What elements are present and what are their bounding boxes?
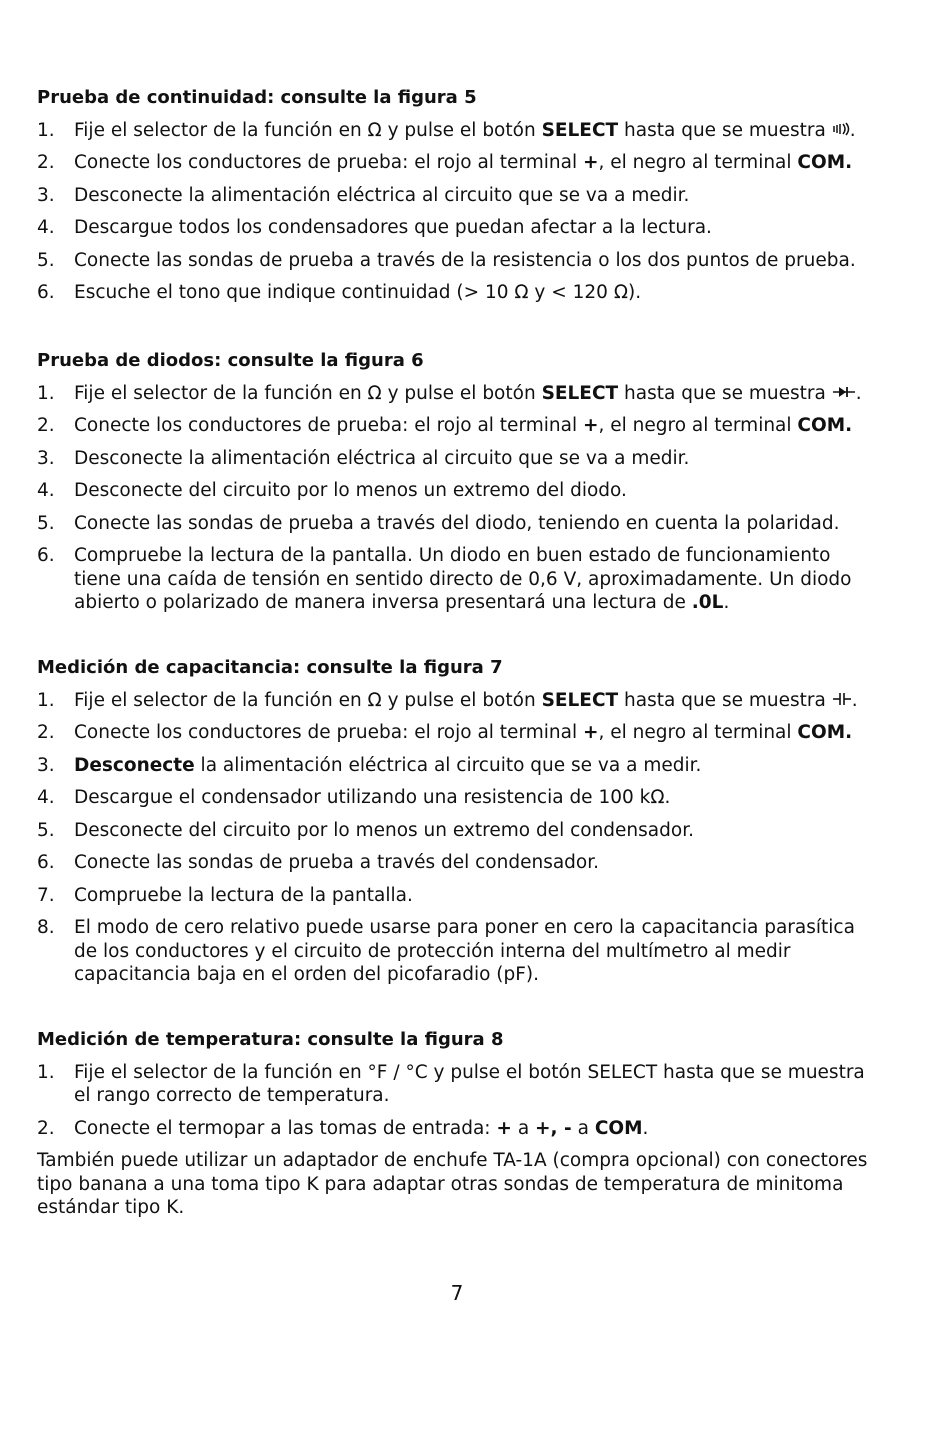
section-diodes [37, 349, 877, 624]
list-item: 4. Descargue el condensador utilizando una resistencia de 100 kΩ. [37, 787, 671, 808]
list-item: 2. Conecte el termopar a las tomas de entrada: + a +, - a COM. [37, 1117, 649, 1139]
list-item: 6. Conecte las sondas de prueba a través del condensador. [37, 852, 600, 873]
adapter-paragraph: También puede utilizar un adaptador de enchufe TA-1A (compra opcional) con conectores tipo banana a una toma tipo K para adaptar otras sondas de temperatura de minitoma estándar tipo K. [37, 1150, 868, 1218]
section-heading: Medición de temperatura: consulte la figura 8 [37, 1029, 504, 1050]
diode-icon [832, 382, 856, 406]
steps-list [37, 119, 877, 305]
section-heading: Medición de capacitancia: consulte la figura 7 [37, 657, 503, 678]
list-item: 5. Conecte las sondas de prueba a través de la resistencia o los dos puntos de prueba. [37, 249, 856, 271]
list-item: 2. Conecte los conductores de prueba: el rojo al terminal +, el negro al terminal COM. [37, 415, 853, 436]
page-number: 7 [450, 1281, 464, 1305]
section-continuity [37, 86, 877, 314]
list-item: 1. Fije el selector de la función en Ω y pulse el botón SELECT hasta que se muestra . [37, 689, 858, 711]
steps-list [37, 382, 877, 615]
list-item: 4. Descargue todos los condensadores que puedan afectar a la lectura. [37, 217, 712, 238]
list-item: 1. Fije el selector de la función en °F / °C y pulse el botón SELECT hasta que se muestra el rango correcto de temperatura. [37, 1061, 865, 1106]
section-temperature [37, 1028, 877, 1220]
list-item: 6. Compruebe la lectura de la pantalla. Un diodo en buen estado de funcionamiento tiene una caída de tensión en sentido directo de 0,6 V, aproximadamente. Un diodo abierto o polarizado de manera inversa presentará una lectura de .0L. [37, 545, 852, 613]
list-item: 3. Desconecte la alimentación eléctrica al circuito que se va a medir. [37, 447, 690, 469]
list-item: 1. Fije el selector de la función en Ω y pulse el botón SELECT hasta que se muestra . [37, 382, 862, 404]
list-item: 2. Conecte los conductores de prueba: el rojo al terminal +, el negro al terminal COM. [37, 152, 853, 173]
list-item: 1. Fije el selector de la función en Ω y pulse el botón SELECT hasta que se muestra . [37, 119, 856, 141]
section-heading: Prueba de diodos: consulte la figura 6 [37, 350, 424, 371]
section-capacitance [37, 656, 877, 996]
list-item: 5. Conecte las sondas de prueba a través del diodo, teniendo en cuenta la polaridad. [37, 512, 840, 534]
section-heading: Prueba de continuidad: consulte la figura 5 [37, 87, 477, 108]
list-item: 3. Desconecte la alimentación eléctrica al circuito que se va a medir. [37, 184, 690, 206]
list-item: 7. Compruebe la lectura de la pantalla. [37, 884, 413, 906]
list-item: 2. Conecte los conductores de prueba: el rojo al terminal +, el negro al terminal COM. [37, 722, 853, 743]
steps-list [37, 1061, 877, 1141]
list-item: 8. El modo de cero relativo puede usarse para poner en cero la capacitancia parasítica de los conductores y el circuito de protección interna del multímetro al medir capacitancia baja en el orden del picofaradio (pF). [37, 917, 855, 985]
continuity-beeper-icon [832, 119, 850, 143]
list-item: 3. Desconecte la alimentación eléctrica al circuito que se va a medir. [37, 754, 702, 776]
steps-list [37, 689, 877, 987]
list-item: 6. Escuche el tono que indique continuidad (> 10 Ω y < 120 Ω). [37, 282, 642, 303]
list-item: 4. Desconecte del circuito por lo menos un extremo del diodo. [37, 480, 627, 501]
list-item: 5. Desconecte del circuito por lo menos un extremo del condensador. [37, 819, 694, 841]
capacitor-icon [832, 689, 852, 713]
